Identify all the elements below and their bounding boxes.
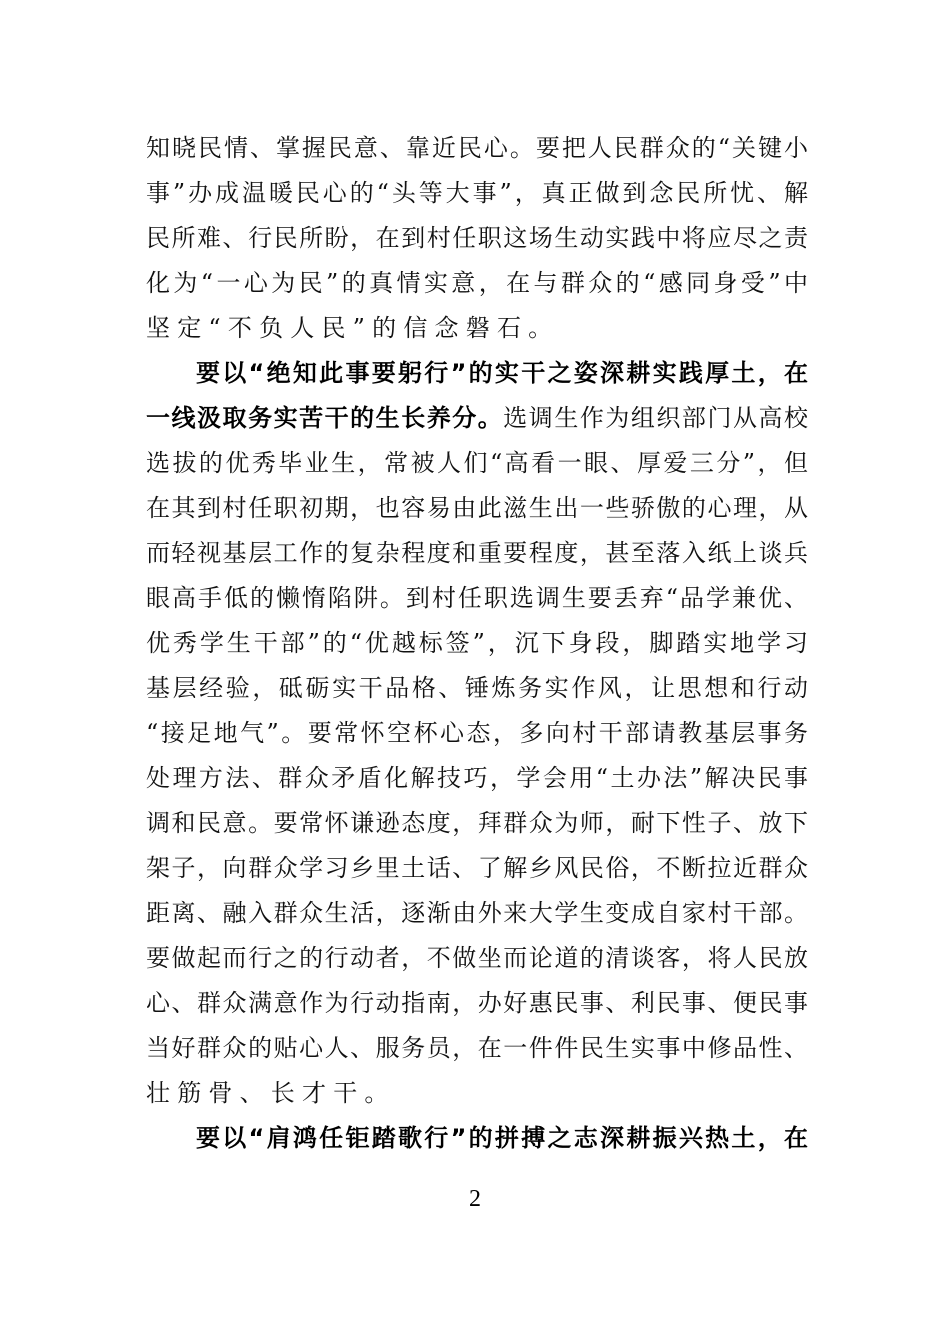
text-line: 优秀学生干部”的“优越标签”，沉下身段，脚踏实地学习 — [146, 629, 808, 657]
text-line: 距离、融入群众生活，逐渐由外来大学生变成自家村干部。 — [146, 899, 808, 927]
paragraph-heading: 要以“肩鸿任钜踏歌行”的拼搏之志深耕振兴热土，在 — [196, 1124, 808, 1152]
text-line: 选拔的优秀毕业生，常被人们“高看一眼、厚爱三分”，但 — [146, 449, 808, 477]
text-line: 坚定“不负人民”的信念磐石。 — [146, 314, 560, 342]
text-line: 基层经验，砥砺实干品格、锤炼务实作风，让思想和行动 — [146, 674, 808, 702]
text-line: 事”办成温暖民心的“头等大事”，真正做到念民所忧、解 — [146, 179, 808, 207]
text-line — [146, 396, 808, 441]
text-line: 眼高手低的懒惰陷阱。到村任职选调生要丢弃“品学兼优、 — [146, 584, 808, 612]
text-line: 处理方法、群众矛盾化解技巧，学会用“土办法”解决民事 — [146, 764, 808, 792]
paragraph-heading-continuation: 一线汲取务实苦干的生长养分。 — [146, 404, 504, 432]
text-line: 架子，向群众学习乡里土话、了解乡风民俗，不断拉近群众 — [146, 854, 808, 882]
text-line: 调和民意。要常怀谦逊态度，拜群众为师，耐下性子、放下 — [146, 809, 808, 837]
text-line: 知晓民情、掌握民意、靠近民心。要把人民群众的“关键小 — [146, 134, 808, 162]
text-line: 当好群众的贴心人、服务员，在一件件民生实事中修品性、 — [146, 1034, 808, 1062]
text-line: “接足地气”。要常怀空杯心态，多向村干部请教基层事务 — [146, 719, 808, 747]
text-line: 心、群众满意作为行动指南，办好惠民事、利民事、便民事 — [146, 989, 808, 1017]
paragraph-3 — [146, 1116, 808, 1161]
text-line: 化为“一心为民”的真情实意，在与群众的“感同身受”中 — [146, 269, 808, 297]
text-line: 壮筋骨、长才干。 — [146, 1079, 396, 1107]
text-line: 要做起而行之的行动者，不做坐而论道的清谈客，将人民放 — [146, 944, 808, 972]
paragraph-heading: 要以“绝知此事要躬行”的实干之姿深耕实践厚土，在 — [196, 359, 808, 387]
paragraph-1 — [146, 126, 808, 351]
text-segment: 选调生作为组织部门从高校 — [503, 404, 809, 432]
text-line: 在其到村任职初期，也容易由此滋生出一些骄傲的心理，从 — [146, 494, 808, 522]
paragraph-2 — [146, 351, 808, 1116]
text-line: 民所难、行民所盼，在到村任职这场生动实践中将应尽之责 — [146, 224, 808, 252]
page-number: 2 — [469, 1186, 481, 1212]
document-body — [146, 126, 808, 1161]
text-line: 而轻视基层工作的复杂程度和重要程度，甚至落入纸上谈兵 — [146, 539, 808, 567]
